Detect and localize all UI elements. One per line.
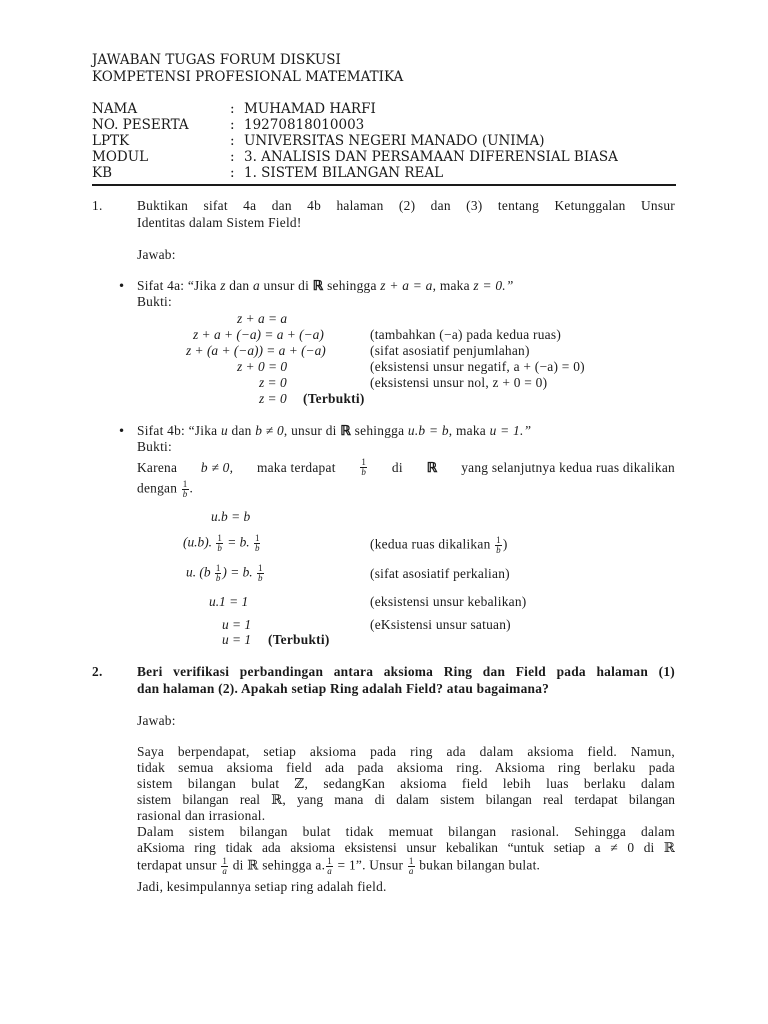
- s4a-step-eq: z + a + (−a) = a + (−a): [193, 327, 324, 342]
- s4b-step-reason: (eksistensi unsur kebalikan): [370, 594, 527, 609]
- s4b-step-eq: u. (b $\frac{1}{b}$ ) = b. $\frac{1}{b}$: [186, 563, 263, 583]
- s4b-step-eq: u.1 = 1: [209, 594, 249, 609]
- q2-text-line2: dan halaman (2). Apakah setiap Ring adalah Field? atau bagaimana?: [137, 681, 550, 696]
- s4a-statement: Sifat 4a: “Jika z dan a unsur di ℝ sehingga z + a = a, maka z = 0.”: [137, 278, 514, 293]
- field-value: 1. SISTEM BILANGAN REAL: [244, 165, 444, 181]
- field-label: KB: [92, 165, 113, 181]
- doc-title-1: JAWABAN TUGAS FORUM DISKUSI: [92, 52, 341, 68]
- field-colon: :: [230, 101, 235, 117]
- s4b-bukti: Bukti:: [137, 439, 172, 454]
- doc-title-2: KOMPETENSI PROFESIONAL MATEMATIKA: [92, 69, 404, 85]
- q1-text-line2: Identitas dalam Sistem Field!: [137, 215, 302, 230]
- s4b-karena-line: Karena b ≠ 0, maka terdapat $\frac{1}{b}$ di ℝ yang selanjutnya kedua ruas dikalikan: [137, 457, 675, 477]
- field-colon: :: [230, 165, 235, 181]
- field-colon: :: [230, 133, 235, 149]
- s4a-step-eq: z + (a + (−a)) = a + (−a): [186, 343, 326, 358]
- field-label: MODUL: [92, 149, 149, 165]
- field-value: MUHAMAD HARFI: [244, 101, 376, 117]
- field-label: NO. PESERTA: [92, 117, 189, 133]
- s4b-step-eq: u.b = b: [211, 509, 251, 524]
- q1-number: 1.: [92, 198, 103, 213]
- q2-p1-line: tidak semua aksioma field ada pada aksioma ring. Aksioma ring berlaku pada: [137, 760, 675, 775]
- field-value: UNIVERSITAS NEGERI MANADO (UNIMA): [244, 133, 545, 149]
- field-value: 19270818010003: [244, 117, 365, 133]
- field-colon: :: [230, 149, 235, 165]
- q2-text-line1: Beri verifikasi perbandingan antara aksioma Ring dan Field pada halaman (1): [137, 664, 675, 679]
- s4a-step-eq: z + a = a: [237, 311, 288, 326]
- fraction-1-over-b: $\frac{1}{b}$: [361, 457, 367, 477]
- q2-p1-line: rasional dan irrasional.: [137, 808, 266, 823]
- s4b-dengan-line: dengan $\frac{1}{b}$ .: [137, 479, 194, 499]
- q2-conclusion: Jadi, kesimpulannya setiap ring adalah field.: [137, 879, 387, 894]
- q2-p2-line: terdapat unsur $\frac{1}{a}$ di ℝ sehingga a. $\frac{1}{a}$ = 1”. Unsur $\frac{1}{a}$ bukan bilangan bulat.: [137, 856, 541, 876]
- q1-text-line1: Buktikan sifat 4a dan 4b halaman (2) dan (3) tentang Ketunggalan Unsur: [137, 198, 675, 213]
- q2-p1-line: Saya berpendapat, setiap aksioma pada ring ada dalam aksioma field. Namun,: [137, 744, 675, 759]
- field-colon: :: [230, 117, 235, 133]
- s4a-step-reason: (eksistensi unsur nol, z + 0 = 0): [370, 375, 548, 390]
- bullet-icon: •: [118, 424, 126, 438]
- s4a-step-eq: z + 0 = 0: [237, 359, 288, 374]
- s4b-statement: Sifat 4b: “Jika u dan b ≠ 0, unsur di ℝ sehingga u.b = b, maka u = 1.”: [137, 423, 532, 438]
- s4b-terbukti: (Terbukti): [268, 632, 330, 647]
- q2-p2-line: aKsioma ring tidak ada aksioma eksistensi unsur kebalikan “untuk setiap a ≠ 0 di ℝ: [137, 840, 675, 855]
- s4a-step-eq: z = 0: [259, 391, 287, 406]
- q2-p1-line: sistem bilangan real ℝ, yang mana di dalam sistem bilangan real terdapat bilangan: [137, 792, 675, 807]
- q1-jawab: Jawab:: [137, 247, 176, 262]
- s4a-step-reason: (eksistensi unsur negatif, a + (−a) = 0): [370, 359, 585, 374]
- s4b-step-eq: u = 1: [222, 632, 252, 647]
- s4a-step-eq: z = 0: [259, 375, 287, 390]
- s4b-step-reason: (sifat asosiatif perkalian): [370, 566, 510, 581]
- field-label: NAMA: [92, 101, 138, 117]
- bullet-icon: •: [118, 279, 126, 293]
- q2-p2-line: Dalam sistem bilangan bulat tidak memuat bilangan rasional. Sehingga dalam: [137, 824, 675, 839]
- q2-number: 2.: [92, 664, 103, 679]
- s4a-step-reason: (tambahkan (−a) pada kedua ruas): [370, 327, 562, 342]
- s4a-step-reason: (sifat asosiatif penjumlahan): [370, 343, 530, 358]
- s4b-step-reason: (kedua ruas dikalikan $\frac{1}{b}$ ): [370, 535, 508, 555]
- field-label: LPTK: [92, 133, 130, 149]
- field-value: 3. ANALISIS DAN PERSAMAAN DIFERENSIAL BIASA: [244, 149, 618, 165]
- q2-jawab: Jawab:: [137, 713, 176, 728]
- q2-p1-line: sistem bilangan bulat ℤ, sedangKan aksioma field lebih luas berlaku dalam: [137, 776, 675, 791]
- s4a-terbukti: (Terbukti): [303, 391, 365, 406]
- s4a-bukti: Bukti:: [137, 294, 172, 309]
- s4b-step-eq: (u.b). $\frac{1}{b}$ = b. $\frac{1}{b}$: [183, 533, 260, 553]
- s4b-step-reason: (eKsistensi unsur satuan): [370, 617, 511, 632]
- s4b-step-eq: u = 1: [222, 617, 252, 632]
- header-divider: [92, 184, 676, 186]
